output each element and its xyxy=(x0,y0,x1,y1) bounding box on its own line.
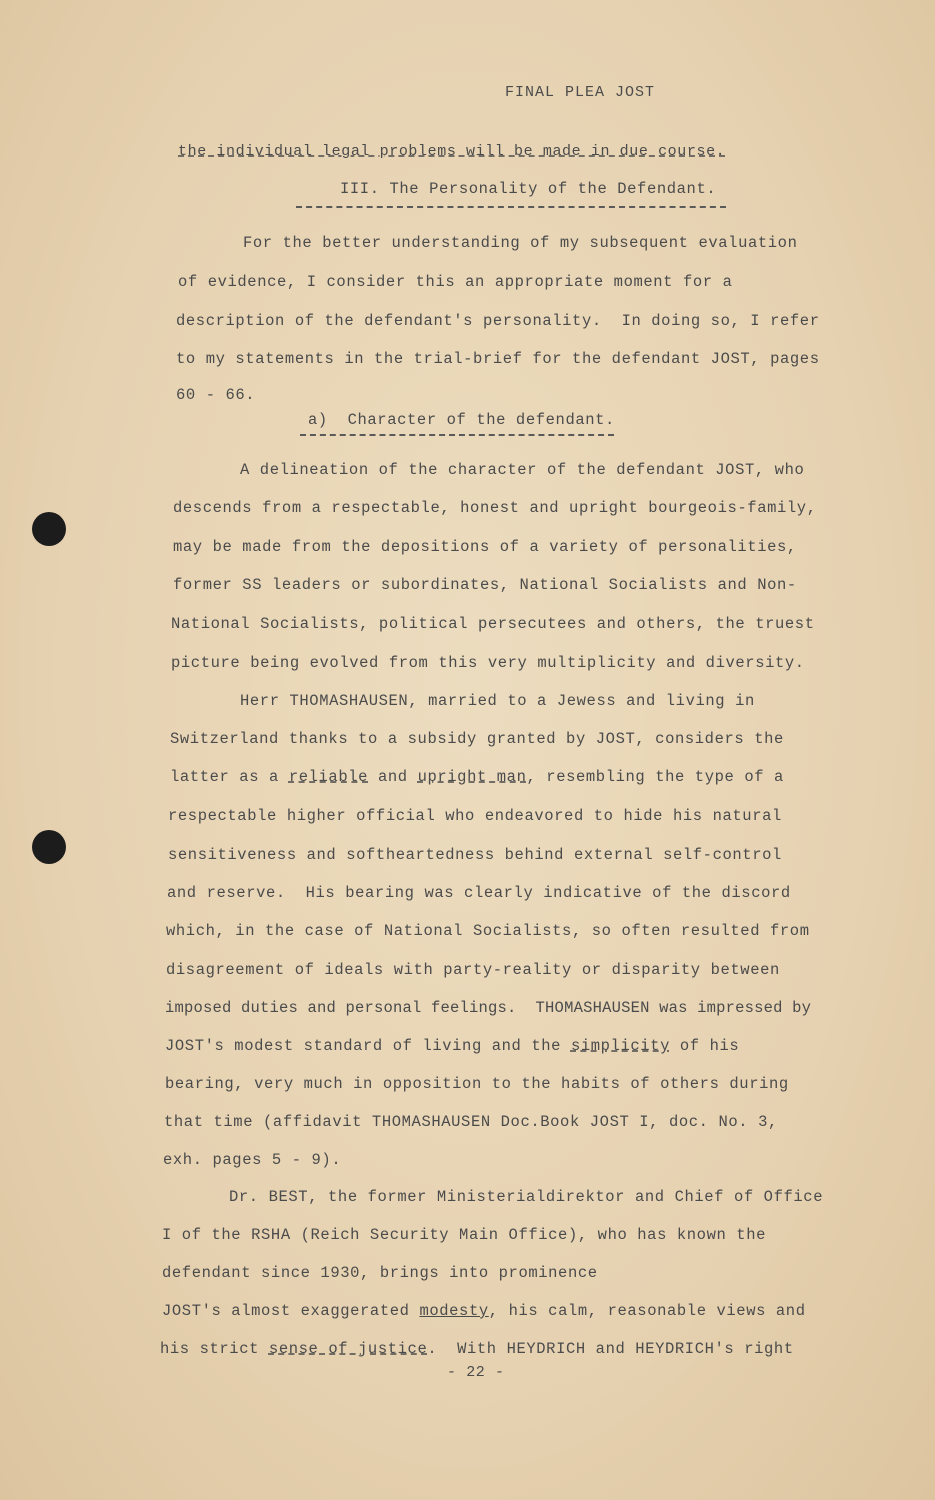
page-number: - 22 - xyxy=(447,1364,505,1381)
section-title-rule xyxy=(296,206,726,208)
intro-line: 60 - 66. xyxy=(176,386,256,404)
punch-hole xyxy=(32,830,66,864)
underlined-phrase: upright man xyxy=(417,768,527,786)
paragraph-line: disagreement of ideals with party-reality or disparity between xyxy=(166,961,780,979)
intro-line: description of the defendant's personality. In doing so, I refer xyxy=(176,312,820,330)
paragraph-line: defendant since 1930, brings into prominence xyxy=(162,1264,598,1282)
paragraph-line: Dr. BEST, the former Ministerialdirektor and Chief of Office xyxy=(229,1188,824,1206)
intro-line: of evidence, I consider this an appropriate moment for a xyxy=(178,273,733,291)
paragraph-line: exh. pages 5 - 9). xyxy=(163,1151,342,1169)
underlined-word: reliable xyxy=(288,768,369,786)
paragraph-line: JOST's almost exaggerated modesty, his calm, reasonable views and xyxy=(162,1302,806,1320)
paragraph-line: imposed duties and personal feelings. THOMASHAUSEN was impressed by xyxy=(165,999,812,1017)
page-header: FINAL PLEA JOST xyxy=(505,84,656,101)
paragraph-line: bearing, very much in opposition to the habits of others during xyxy=(165,1075,789,1093)
paragraph-line: that time (affidavit THOMASHAUSEN Doc.Book JOST I, doc. No. 3, xyxy=(164,1113,778,1131)
subsection-title-rule xyxy=(300,434,614,436)
paragraph-line: descends from a respectable, honest and upright bourgeois-family, xyxy=(173,499,817,517)
underlined-phrase: sense of justice xyxy=(268,1340,428,1358)
underlined-word: modesty xyxy=(419,1302,489,1320)
paragraph-line: I of the RSHA (Reich Security Main Office), who has known the xyxy=(162,1226,766,1244)
paragraph-line: and reserve. His bearing was clearly indicative of the discord xyxy=(167,884,791,902)
paragraph-line: National Socialists, political persecutees and others, the truest xyxy=(171,615,815,633)
section-title: III. The Personality of the Defendant. xyxy=(340,180,717,198)
paragraph-line: his strict sense of justice. With HEYDRICH and HEYDRICH's right xyxy=(160,1340,794,1358)
paragraph-line: Switzerland thanks to a subsidy granted by JOST, considers the xyxy=(170,730,784,748)
intro-line: to my statements in the trial-brief for the defendant JOST, pages xyxy=(176,350,820,368)
paragraph-line: JOST's modest standard of living and the simplicity of his xyxy=(165,1037,740,1055)
carryover-line: the individual legal problems will be made in due course. xyxy=(178,143,726,160)
punch-hole xyxy=(32,512,66,546)
paragraph-line: which, in the case of National Socialists, so often resulted from xyxy=(166,922,810,940)
paragraph-line: A delineation of the character of the defendant JOST, who xyxy=(240,461,805,479)
paragraph-line: latter as a reliable and upright man, resembling the type of a xyxy=(170,768,784,786)
paragraph-line: former SS leaders or subordinates, National Socialists and Non- xyxy=(173,576,797,594)
underlined-word: simplicity xyxy=(570,1037,670,1055)
paragraph-line: Herr THOMASHAUSEN, married to a Jewess and living in xyxy=(240,692,755,710)
paragraph-line: respectable higher official who endeavored to hide his natural xyxy=(168,807,782,825)
subsection-title: a) Character of the defendant. xyxy=(308,411,615,429)
intro-line: For the better understanding of my subsequent evaluation xyxy=(243,234,798,252)
paragraph-line: sensitiveness and softheartedness behind external self-control xyxy=(168,846,782,864)
paragraph-line: picture being evolved from this very multiplicity and diversity. xyxy=(171,654,805,672)
paragraph-line: may be made from the depositions of a variety of personalities, xyxy=(173,538,797,556)
